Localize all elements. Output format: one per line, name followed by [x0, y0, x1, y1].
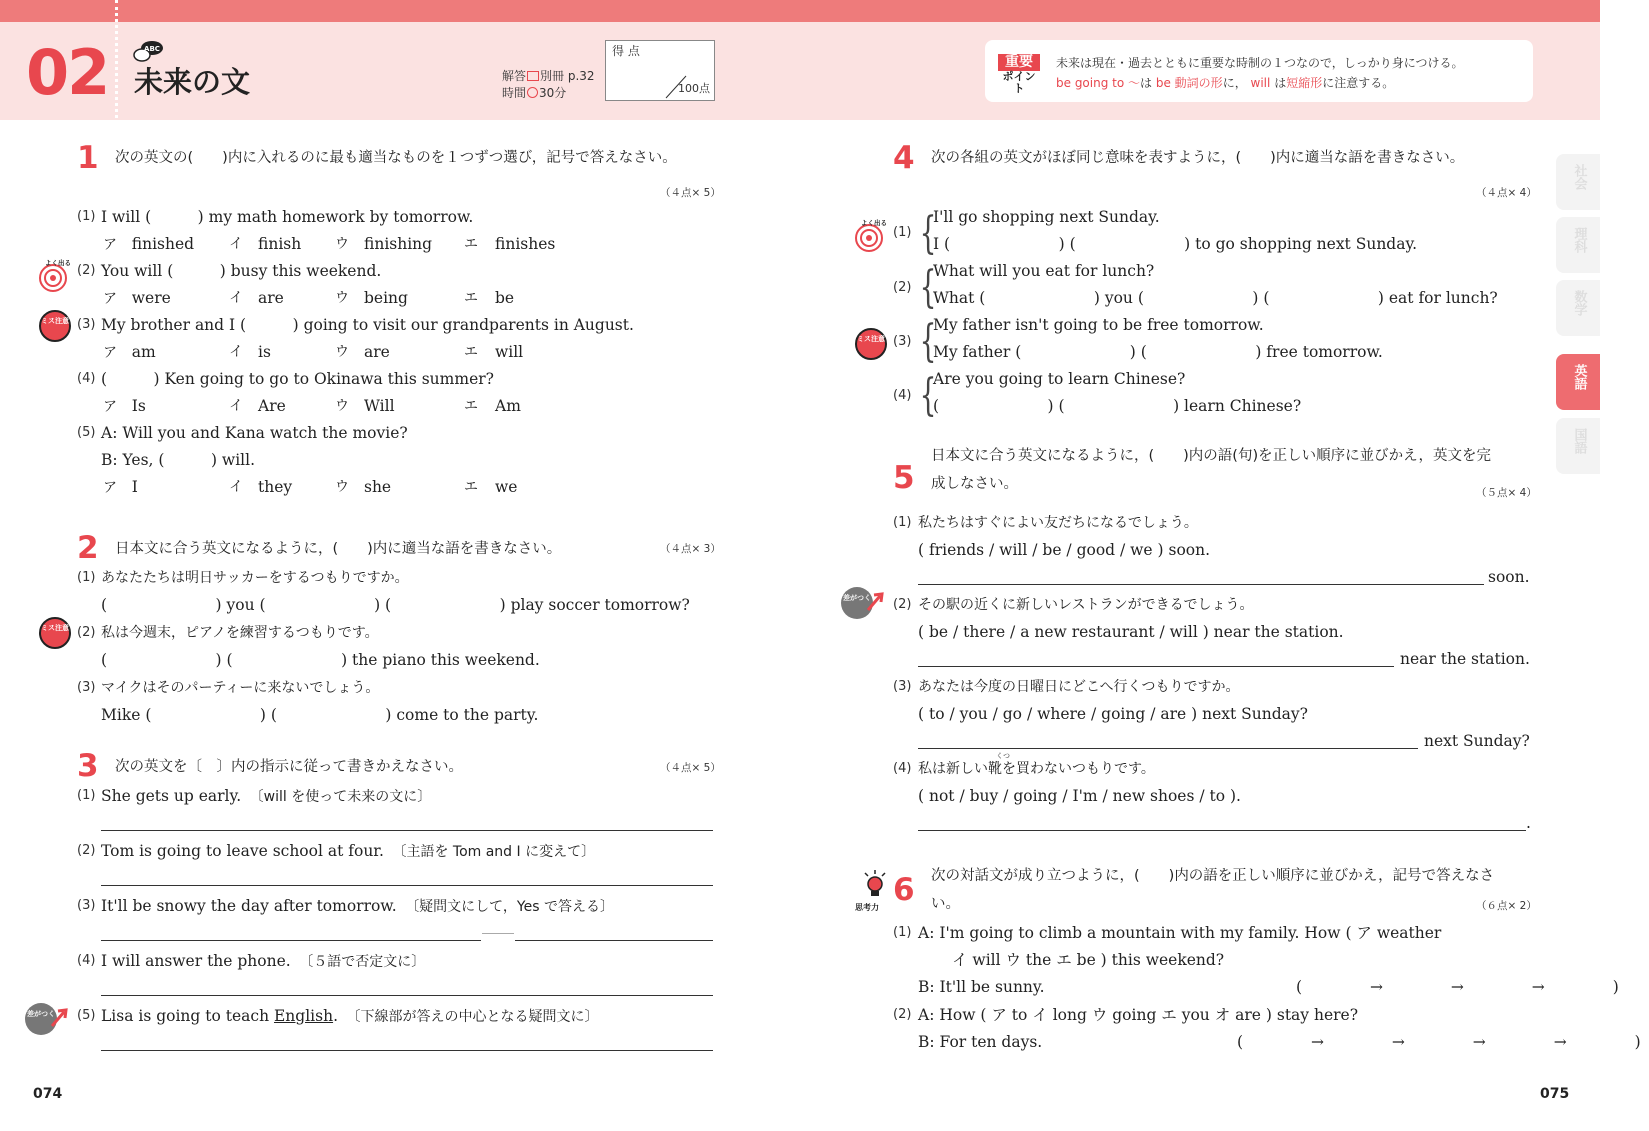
- time-value: 30分: [539, 85, 567, 100]
- key-point-badge: [998, 54, 1040, 96]
- s4-q3-number: (3): [893, 334, 912, 349]
- section-6-instruction: [931, 863, 1494, 918]
- s3-q5-underlined: English: [273, 1007, 334, 1025]
- yokuderu-text: よく出る: [45, 259, 71, 267]
- opt-letter: イ: [229, 344, 243, 360]
- opt-letter: イ: [229, 398, 243, 414]
- s2-q1-japanese: あなたたちは明日サッカーをするつもりですか。: [101, 570, 409, 586]
- s1-q5-line-a: A: Will you and Kana watch the movie?: [101, 424, 408, 442]
- s2-q2-japanese: 私は今週末，ピアノを練習するつもりです。: [101, 625, 379, 641]
- s4-q1-line-b[interactable]: I ( ) ( ) to go shopping next Sunday.: [933, 235, 1418, 253]
- s6-q2-order[interactable]: ( → → → → ): [1237, 1033, 1649, 1051]
- section-2-points: （４点× 3）: [660, 543, 721, 555]
- s3-q2-note: 〔主語を Tom and I に変えて〕: [399, 844, 596, 860]
- key-point-box: [985, 40, 1533, 102]
- s1-q1-options: [103, 235, 556, 253]
- section-5-instruction: [931, 443, 1491, 498]
- option: finish: [258, 235, 302, 253]
- section-1-points: （４点× 5）: [660, 187, 721, 199]
- s5-q2-japanese: その駅の近くに新しいレストランができるでしょう。: [918, 597, 1254, 613]
- s3-q1-note: 〔will を使って未来の文に〕: [256, 789, 432, 805]
- s5-q4-words: ( not / buy / going / I'm / new shoes / to ).: [918, 787, 1241, 805]
- s1-q5-line-b: B: Yes, ( ) will.: [101, 451, 255, 469]
- section-4-instruction: 次の各組の英文がほぼ同じ意味を表すように，( )内に適当な語を書きなさい。: [931, 150, 1465, 166]
- s4-q1-line-a: I'll go shopping next Sunday.: [933, 208, 1160, 226]
- abc-speech-icon: [133, 40, 165, 64]
- answer-separator: [482, 933, 514, 934]
- tab-math-label: 数学: [1571, 290, 1587, 316]
- page-number-left: 074: [33, 1086, 63, 1102]
- unit-number: 02: [26, 36, 109, 109]
- answer-line-reply[interactable]: [515, 940, 713, 941]
- answer-line[interactable]: [918, 748, 1418, 749]
- s4-q2-number: (2): [893, 280, 912, 295]
- section-2-number: 2: [77, 530, 99, 566]
- book-icon: [527, 71, 539, 81]
- top-color-bar: [0, 0, 1600, 22]
- s2-q1-number: (1): [77, 570, 96, 585]
- s5-q2-tail: near the station.: [1400, 650, 1530, 668]
- opt-letter: ア: [103, 237, 117, 253]
- yokuderu-target-icon: [34, 258, 71, 292]
- section-4-number: 4: [893, 140, 915, 176]
- answer-line[interactable]: [101, 885, 713, 886]
- s5-q3-words: ( to / you / go / where / going / are ) next Sunday?: [918, 705, 1308, 723]
- option: be: [495, 289, 515, 307]
- s6-q1-line-a2: イ will ウ the エ be ) this weekend?: [952, 951, 1225, 969]
- kp-text-end: に注意する。: [1322, 76, 1395, 90]
- tab-japanese-label: 国語: [1571, 428, 1587, 454]
- s2-q1-english[interactable]: ( ) you ( ) ( ) play soccer tomorrow?: [101, 596, 690, 614]
- section-6-number: 6: [893, 872, 915, 908]
- s3-q1-number: (1): [77, 788, 96, 803]
- brace-icon: {: [919, 370, 937, 421]
- answer-line[interactable]: [918, 584, 1484, 585]
- s3-q5-text: [101, 1009, 599, 1025]
- score-box[interactable]: [605, 40, 715, 101]
- s2-q3-japanese: マイクはそのパーティーに来ないでしょう。: [101, 680, 380, 696]
- s5-q4-ruby: くつ: [996, 752, 1010, 760]
- s1-q1-number: (1): [77, 209, 96, 224]
- s5-q1-tail: soon.: [1488, 568, 1530, 586]
- s3-q3-text: [101, 899, 614, 915]
- answer-line[interactable]: [918, 666, 1394, 667]
- s3-q1-sentence: She gets up early.: [101, 787, 242, 805]
- s1-q2-number: (2): [77, 263, 96, 278]
- s3-q5-note: 〔下線部が答えの中心となる疑問文に〕: [353, 1009, 599, 1025]
- miss-caution-icon: ミス注意: [39, 310, 71, 342]
- section-5-number: 5: [893, 460, 915, 496]
- brace-icon: {: [919, 262, 937, 313]
- s6-q2-number: (2): [893, 1007, 912, 1022]
- s2-q3-english[interactable]: Mike ( ) ( ) come to the party.: [101, 706, 539, 724]
- answer-label: 解答: [502, 69, 527, 83]
- yokuderu-target-icon: [850, 218, 887, 252]
- section-6-instruction-line-1: 次の対話文が成り立つように，( )内の語を正しい順序に並びかえ，記号で答えなさ: [931, 868, 1495, 884]
- s4-q2-line-b[interactable]: What ( ) you ( ) ( ) eat for lunch?: [933, 289, 1498, 307]
- key-point-line-2: [1056, 74, 1394, 91]
- clock-icon: [527, 87, 538, 98]
- lightbulb-icon: [862, 870, 888, 906]
- s5-q1-number: (1): [893, 515, 912, 530]
- s2-q2-number: (2): [77, 625, 96, 640]
- opt-letter: エ: [464, 290, 478, 306]
- s3-q2-sentence: Tom is going to leave school at four.: [101, 842, 384, 860]
- option: Is: [131, 397, 146, 415]
- s2-q2-english[interactable]: ( ) ( ) the piano this weekend.: [101, 651, 540, 669]
- s1-q3-text: My brother and I ( ) going to visit our grandparents in August.: [101, 316, 634, 334]
- s5-q1-japanese: 私たちはすぐによい友だちになるでしょう。: [918, 515, 1198, 531]
- s5-q4-tail: .: [1526, 814, 1531, 832]
- s3-q5-sentence-b: .: [333, 1007, 338, 1025]
- section-3-instruction: 次の英文を〔 〕内の指示に従って書きかえなさい。: [115, 759, 463, 775]
- key-point-line-1: 未来は現在・過去とともに重要な時制の１つなので，しっかり身につける。: [1056, 56, 1464, 70]
- section-1-number: 1: [77, 140, 99, 176]
- section-4-points: （４点× 4）: [1476, 187, 1537, 199]
- tab-math[interactable]: [1556, 280, 1600, 336]
- section-6-points: （６点× 2）: [1476, 900, 1537, 912]
- tab-english[interactable]: [1556, 354, 1600, 410]
- s5-q1-words: ( friends / will / be / good / we ) soon.: [918, 541, 1211, 559]
- s1-q5-options: [103, 480, 523, 496]
- s6-q1-number: (1): [893, 925, 912, 940]
- opt-letter: エ: [464, 236, 478, 252]
- s4-q4-line-a: Are you going to learn Chinese?: [933, 370, 1186, 388]
- opt-letter: ア: [103, 399, 117, 415]
- page-number-right: 075: [1540, 1086, 1570, 1102]
- answer-book: 別冊 p.32: [540, 69, 595, 83]
- opt-letter: イ: [229, 479, 243, 495]
- brace-icon: {: [919, 316, 937, 367]
- s4-q2-line-a: What will you eat for lunch?: [933, 262, 1155, 280]
- option: finishes: [495, 235, 556, 253]
- answer-line[interactable]: [918, 830, 1526, 831]
- s3-q1-text: [101, 789, 431, 805]
- s4-q4-number: (4): [893, 388, 912, 403]
- option: are: [364, 343, 390, 361]
- option: she: [364, 478, 392, 496]
- answer-reference: [502, 68, 595, 102]
- kp-will: will: [1250, 76, 1271, 90]
- tab-science[interactable]: [1556, 217, 1600, 273]
- s4-q4-line-b[interactable]: ( ) ( ) learn Chinese?: [933, 397, 1302, 415]
- s1-q3-number: (3): [77, 317, 96, 332]
- opt-letter: ウ: [335, 479, 349, 495]
- section-3-points: （４点× 5）: [660, 762, 721, 774]
- section-5-instruction-line-1: 日本文に合う英文になるように，( )内の語(句)を正しい順序に並びかえ，英文を完: [931, 448, 1491, 464]
- s1-q1-text: I will ( ) my math homework by tomorrow.: [101, 208, 474, 226]
- option: Am: [495, 397, 521, 415]
- tab-science-label: 理科: [1571, 227, 1587, 253]
- s4-q1-number: (1): [893, 225, 912, 240]
- opt-letter: イ: [229, 290, 243, 306]
- opt-letter: エ: [464, 344, 478, 360]
- s5-q2-words: ( be / there / a new restaurant / will ) near the station.: [918, 623, 1344, 641]
- s3-q4-note: 〔５語で否定文に〕: [306, 954, 426, 970]
- answer-line[interactable]: [101, 995, 713, 996]
- opt-letter: ウ: [335, 398, 349, 414]
- kp-text-ha2: は: [1274, 76, 1287, 90]
- unit-title: 未来の文: [134, 65, 251, 99]
- brace-icon: {: [919, 208, 937, 259]
- s1-q3-options: [103, 345, 523, 361]
- section-1-instruction: 次の英文の( )内に入れるのに最も適当なものを１つずつ選び，記号で答えなさい。: [115, 150, 677, 166]
- option: am: [131, 343, 156, 361]
- opt-letter: エ: [464, 398, 478, 414]
- s3-q3-sentence: It'll be snowy the day after tomorrow.: [101, 897, 397, 915]
- s4-q3-line-a: My father isn't going to be free tomorrow.: [933, 316, 1264, 334]
- option: are: [258, 289, 284, 307]
- s6-q1-line-b: B: It'll be sunny.: [918, 978, 1045, 996]
- option: being: [364, 289, 408, 307]
- section-2-instruction: 日本文に合う英文になるように，( )内に適当な語を書きなさい。: [115, 541, 562, 557]
- miss-caution-icon: ミス注意: [39, 617, 71, 649]
- s1-q4-number: (4): [77, 371, 96, 386]
- s5-q4-japanese: 私は新しい靴を買わないつもりです。: [918, 761, 1155, 777]
- s4-q3-line-b[interactable]: My father ( ) ( ) free tomorrow.: [933, 343, 1383, 361]
- answer-line[interactable]: [101, 830, 713, 831]
- header-divider: [115, 0, 118, 118]
- score-total: 100点: [678, 82, 710, 95]
- tab-japanese[interactable]: [1556, 418, 1600, 474]
- option: will: [495, 343, 524, 361]
- s6-q1-order[interactable]: ( → → → ): [1296, 978, 1627, 996]
- s3-q4-number: (4): [77, 953, 96, 968]
- opt-letter: ウ: [335, 344, 349, 360]
- s2-q3-number: (3): [77, 680, 96, 695]
- kp-text-ni: に，: [1222, 76, 1247, 90]
- s6-q1-line-a1: A: I'm going to climb a mountain with my family. How ( ア weather: [918, 924, 1442, 942]
- s3-q5-number: (5): [77, 1008, 96, 1023]
- miss-caution-icon: ミス注意: [855, 328, 887, 360]
- option: they: [258, 478, 293, 496]
- s1-q4-options: [103, 399, 523, 415]
- option: Will: [364, 397, 395, 415]
- arrow-up-icon: [866, 590, 888, 612]
- opt-letter: エ: [464, 479, 478, 495]
- s6-q2-line-b: B: For ten days.: [918, 1033, 1043, 1051]
- s1-q2-options: [103, 291, 523, 307]
- s5-q3-japanese: あなたは今度の日曜日にどこへ行くつもりですか。: [918, 679, 1240, 695]
- opt-letter: ア: [103, 291, 117, 307]
- option: finishing: [364, 235, 433, 253]
- tab-english-label: 英語: [1571, 364, 1587, 390]
- tab-social-label: 社会: [1571, 164, 1587, 190]
- s6-q2-line-a: A: How ( ア to イ long ウ going エ you オ are ) stay here?: [918, 1006, 1359, 1024]
- sagatsuku-icon: 差がつく: [841, 587, 873, 619]
- opt-letter: ウ: [335, 236, 349, 252]
- s1-q2-text: You will ( ) busy this weekend.: [101, 262, 382, 280]
- yokuderu-text: よく出る: [861, 219, 887, 227]
- kp-be-going-to: be going to ～: [1056, 76, 1141, 90]
- key-point-badge-bottom: ポイント: [1002, 70, 1036, 96]
- answer-line-question[interactable]: [101, 940, 481, 941]
- section-5-points: （５点× 4）: [1476, 487, 1537, 499]
- section-6-instruction-line-2: い。: [931, 895, 960, 912]
- option: Are: [258, 397, 286, 415]
- s5-q3-number: (3): [893, 679, 912, 694]
- s3-q3-note: 〔疑問文にして，Yes で答える〕: [412, 899, 614, 915]
- tab-social[interactable]: [1556, 154, 1600, 210]
- arrow-up-icon: [50, 1006, 72, 1028]
- s5-q2-number: (2): [893, 597, 912, 612]
- answer-line[interactable]: [101, 1050, 713, 1051]
- s3-q4-sentence: I will answer the phone.: [101, 952, 291, 970]
- opt-letter: ウ: [335, 290, 349, 306]
- s3-q2-text: [101, 844, 595, 860]
- s1-q4-text: ( ) Ken going to go to Okinawa this summer?: [101, 370, 494, 388]
- option: finished: [131, 235, 195, 253]
- s3-q3-number: (3): [77, 898, 96, 913]
- key-point-badge-top: 重要: [998, 54, 1040, 71]
- kp-text-ha: は: [1140, 76, 1153, 90]
- time-label: 時間: [502, 85, 527, 100]
- s1-q5-number: (5): [77, 425, 96, 440]
- s3-q5-sentence-a: Lisa is going to teach: [101, 1007, 274, 1025]
- kp-be-form: be 動詞の形: [1155, 76, 1223, 90]
- s3-q2-number: (2): [77, 843, 96, 858]
- score-label: 得 点: [612, 44, 640, 58]
- opt-letter: イ: [229, 236, 243, 252]
- section-3-number: 3: [77, 748, 99, 784]
- opt-letter: ア: [103, 345, 117, 361]
- option: is: [258, 343, 271, 361]
- option: I: [131, 478, 138, 496]
- option: were: [131, 289, 171, 307]
- s5-q3-tail: next Sunday?: [1424, 732, 1530, 750]
- sagatsuku-icon: 差がつく: [25, 1003, 57, 1035]
- kp-short-form: 短縮形: [1286, 76, 1323, 90]
- s3-q4-text: [101, 954, 425, 970]
- shikoryoku-label: 思考力: [855, 903, 879, 912]
- s5-q4-number: (4): [893, 761, 912, 776]
- option: we: [495, 478, 518, 496]
- section-5-instruction-line-2: 成しなさい。: [931, 475, 1018, 492]
- abc-badge-text: ABC: [144, 45, 160, 53]
- opt-letter: ア: [103, 480, 117, 496]
